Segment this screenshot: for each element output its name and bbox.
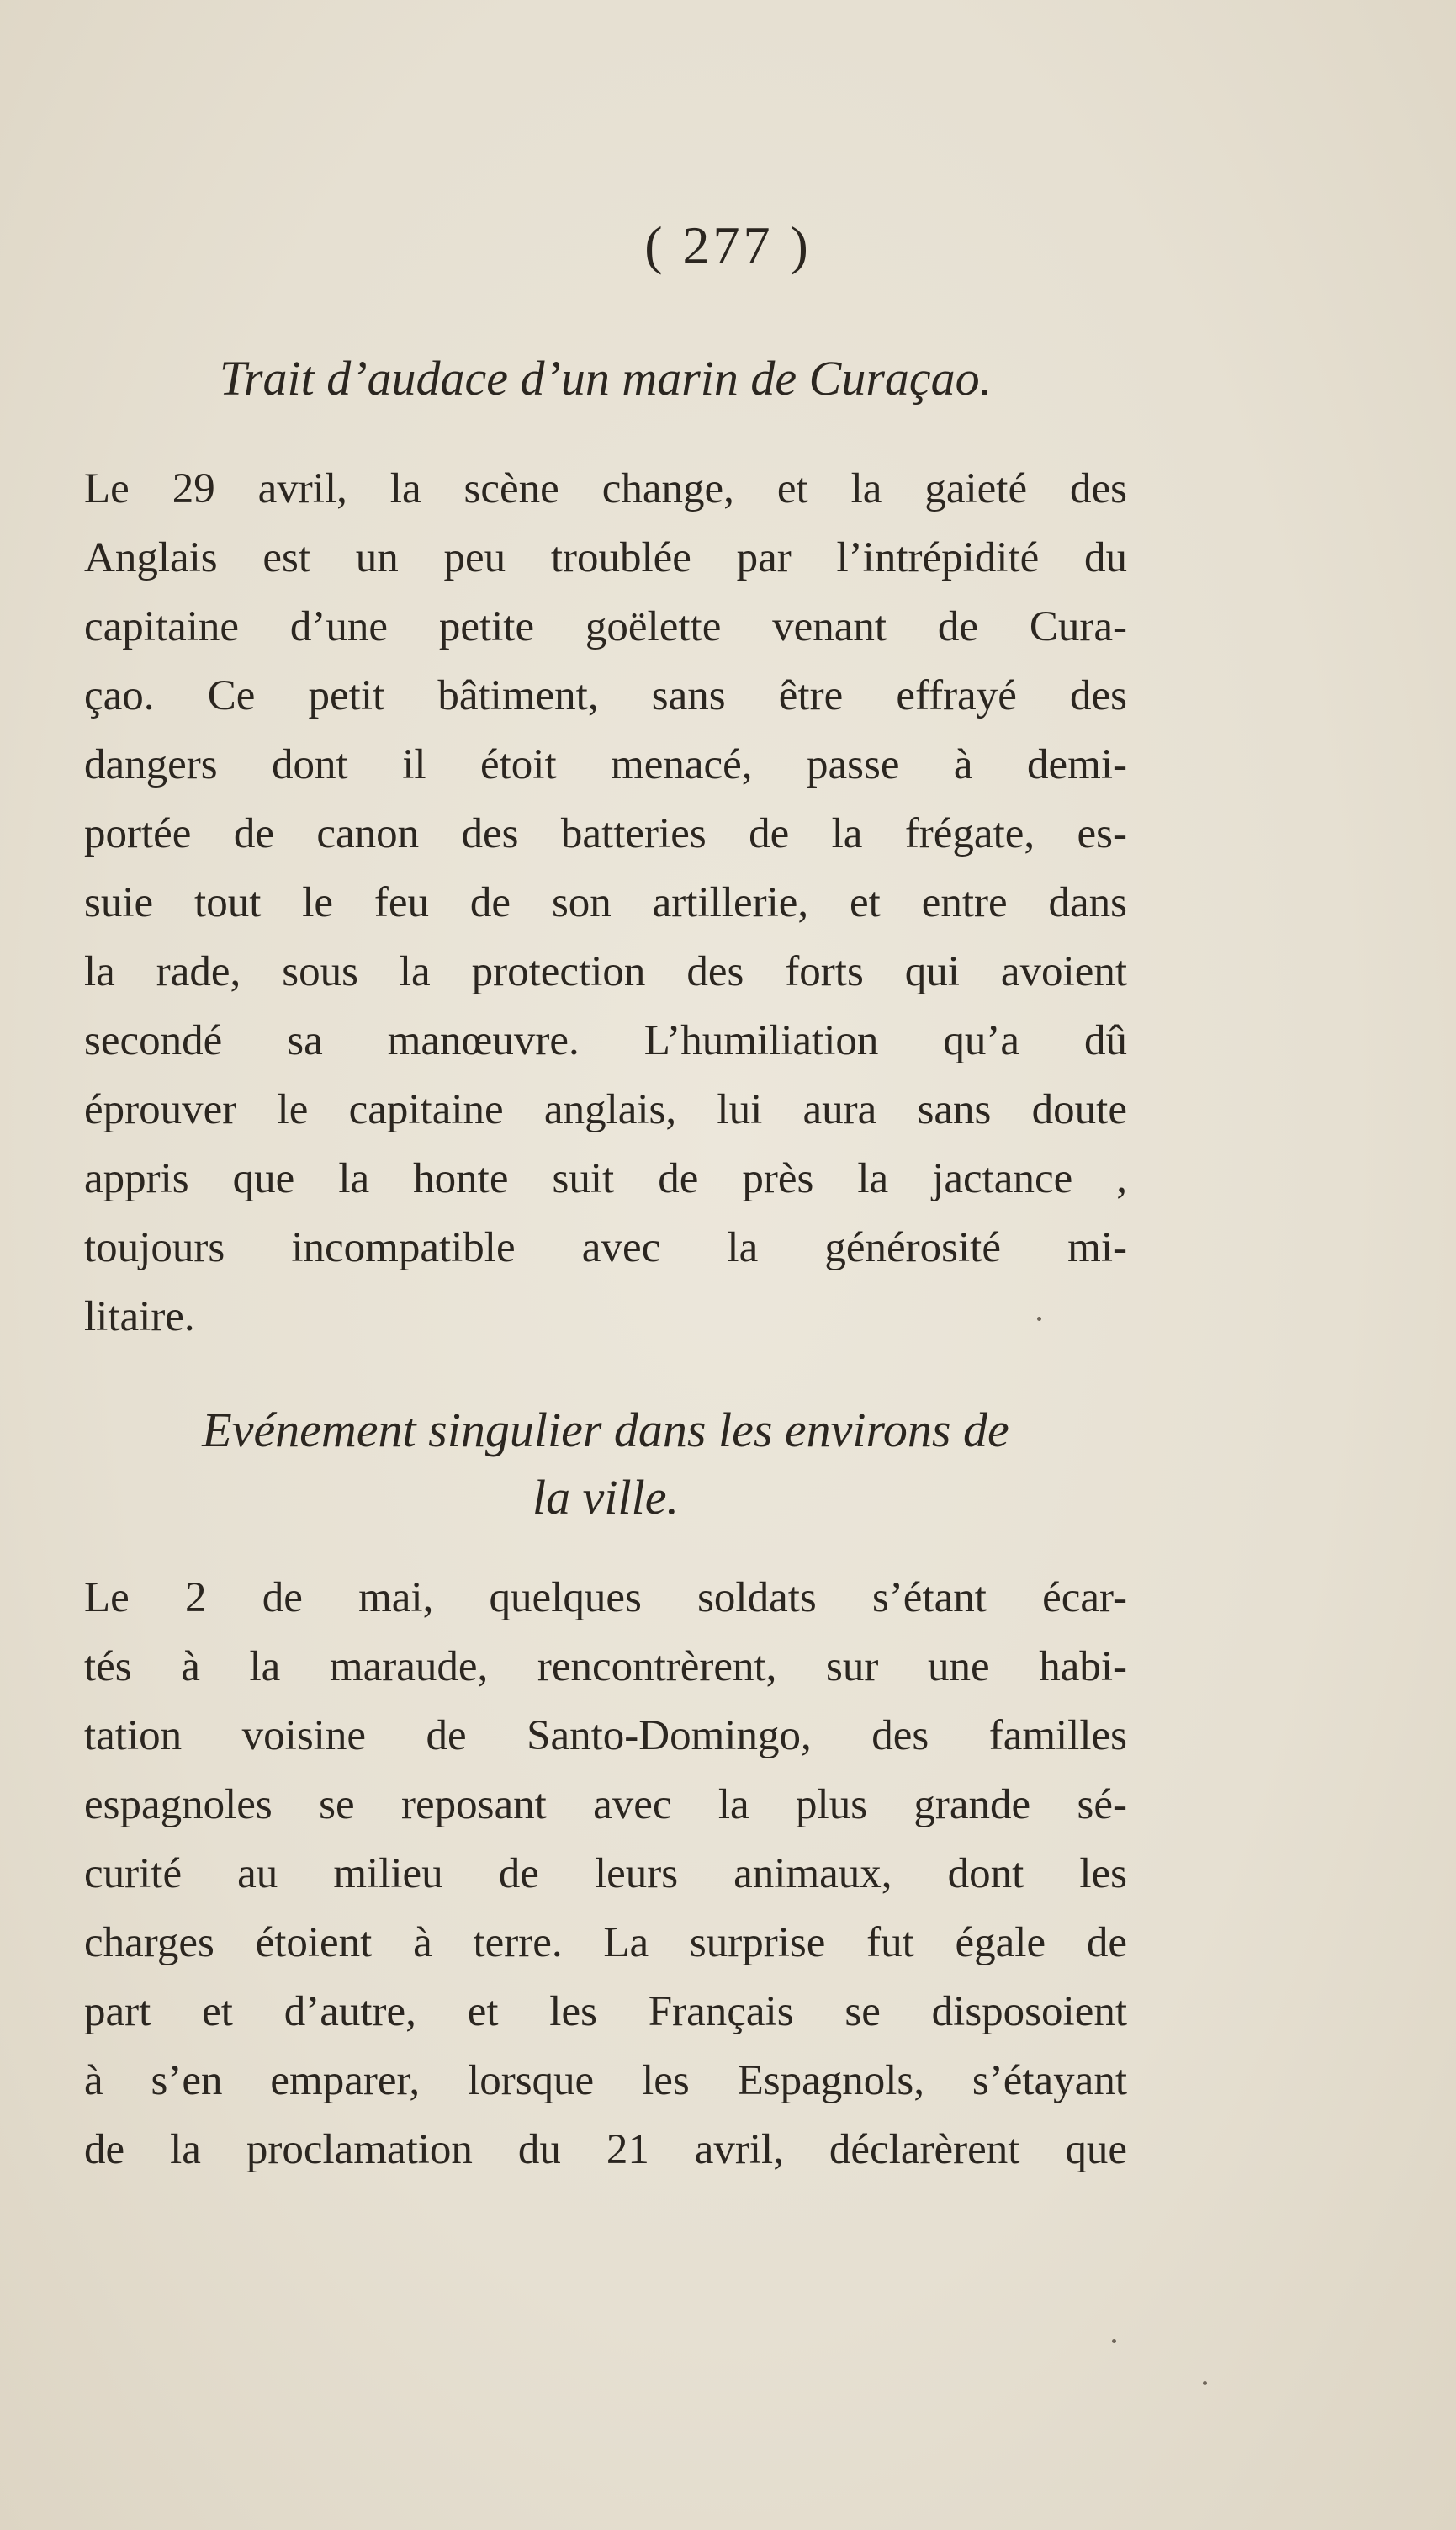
text-line: éprouver le capitaine anglais, lui aura sans doute	[84, 1086, 1127, 1133]
text-line: curité au milieu de leurs animaux, dont les	[84, 1850, 1127, 1897]
text-line: tés à la maraude, rencontrèrent, sur une habi-	[84, 1643, 1127, 1690]
text-line: espagnoles se reposant avec la plus grande sé-	[84, 1781, 1127, 1828]
text-line: litaire.	[84, 1293, 195, 1340]
text-line: dangers dont il étoit menacé, passe à demi-	[84, 741, 1127, 788]
text-line: portée de canon des batteries de la frégate, es-	[84, 810, 1127, 857]
text-line: la rade, sous la protection des forts qui avoient	[84, 948, 1127, 995]
page-number: ( 277 )	[644, 215, 812, 275]
text-line: Le 2 de mai, quelques soldats s’étant écar-	[84, 1574, 1127, 1621]
text-line: Le 29 avril, la scène change, et la gaieté des	[84, 465, 1127, 512]
text-line: toujours incompatible avec la générosité mi-	[84, 1224, 1127, 1271]
text-line: Anglais est un peu troublée par l’intrépidité du	[84, 534, 1127, 581]
paragraph-evenement	[84, 1563, 1127, 2184]
text-line: appris que la honte suit de près la jactance ,	[84, 1155, 1127, 1202]
text-line: tation voisine de Santo-Domingo, des familles	[84, 1712, 1127, 1759]
paragraph-curacao	[84, 454, 1127, 1351]
text-line: çao. Ce petit bâtiment, sans être effrayé des	[84, 672, 1127, 719]
ink-speck	[1112, 2339, 1116, 2343]
text-line: charges étoient à terre. La surprise fut égale de	[84, 1919, 1127, 1966]
text-line: part et d’autre, et les Français se disposoient	[84, 1988, 1127, 2035]
section-heading-curacao: Trait d’audace d’un marin de Curaçao.	[219, 351, 993, 406]
section-heading-evenement	[84, 1397, 1127, 1531]
heading-line: la ville.	[532, 1470, 679, 1525]
text-line: de la proclamation du 21 avril, déclarèrent que	[84, 2126, 1127, 2173]
ink-speck	[1037, 1317, 1041, 1321]
text-line: à s’en emparer, lorsque les Espagnols, s’étayant	[84, 2057, 1127, 2104]
text-line: capitaine d’une petite goëlette venant de Cura-	[84, 603, 1127, 650]
ink-speck	[1203, 2381, 1207, 2385]
text-line: secondé sa manœuvre. L’humiliation qu’a dû	[84, 1017, 1127, 1064]
heading-line: Evénement singulier dans les environs de	[202, 1403, 1009, 1457]
text-line: suie tout le feu de son artillerie, et entre dans	[84, 879, 1127, 926]
